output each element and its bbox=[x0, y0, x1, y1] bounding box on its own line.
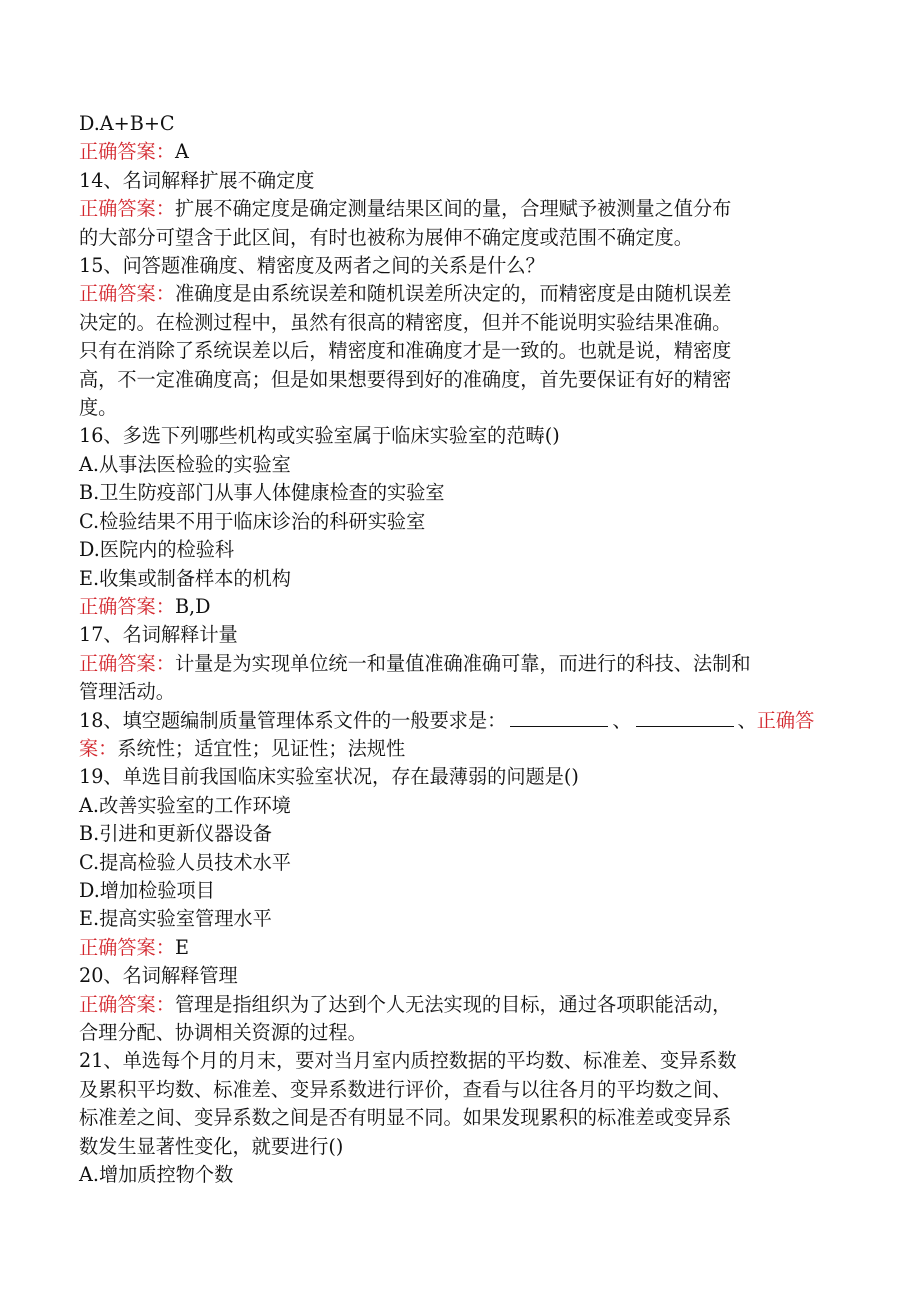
answer-label: 正确答案： bbox=[79, 282, 175, 306]
question-19-option-c: C.提高检验人员技术水平 bbox=[79, 850, 291, 874]
answer-15-line-4: 高，不一定准确度高；但是如果想要得到好的准确度，首先要保证有好的精密 bbox=[79, 367, 732, 391]
fill-blank-1 bbox=[510, 707, 608, 727]
question-18-title: 18、填空题编制质量管理体系文件的一般要求是： bbox=[79, 708, 507, 732]
answer-label: 正确答案： bbox=[79, 992, 175, 1016]
question-16-option-d: D.医院内的检验科 bbox=[79, 538, 235, 562]
question-17-title: 17、名词解释计量 bbox=[79, 623, 238, 647]
answer-14-text-1: 扩展不确定度是确定测量结果区间的量，合理赋予被测量之值分布 bbox=[174, 197, 732, 221]
question-19-option-e: E.提高实验室管理水平 bbox=[79, 907, 272, 931]
question-21-line-1: 21、单选每个月的月末，要对当月室内质控数据的平均数、标准差、变异系数 bbox=[79, 1049, 737, 1073]
answer-value: A bbox=[174, 140, 189, 164]
question-19-option-d: D.增加检验项目 bbox=[79, 878, 215, 902]
answer-line-prev bbox=[79, 138, 839, 166]
question-16-title: 16、多选下列哪些机构或实验室属于临床实验室的范畴() bbox=[79, 424, 560, 448]
answer-14-line-1 bbox=[79, 195, 839, 223]
answer-17-text-1: 计量是为实现单位统一和量值准确准确可靠，而进行的科技、法制和 bbox=[174, 651, 751, 675]
answer-19-value: E bbox=[174, 935, 189, 959]
answer-label: 正确答案： bbox=[79, 594, 175, 618]
answer-label-part-2: 案： bbox=[79, 736, 118, 760]
question-18-line-1 bbox=[79, 707, 839, 735]
answer-19-line bbox=[79, 934, 839, 962]
answer-17-line-1 bbox=[79, 650, 839, 678]
question-19-option-a: A.改善实验室的工作环境 bbox=[79, 793, 291, 817]
option-d-prev: D.A+B+C bbox=[79, 112, 175, 135]
answer-15-line-1 bbox=[79, 280, 839, 308]
question-16-option-c: C.检验结果不用于临床诊治的科研实验室 bbox=[79, 509, 426, 533]
answer-label: 正确答案： bbox=[79, 140, 175, 164]
answer-15-line-3: 只有在消除了系统误差以后，精密度和准确度才是一致的。也就是说，精密度 bbox=[79, 339, 732, 363]
question-21-option-a: A.增加质控物个数 bbox=[79, 1163, 234, 1187]
document-page bbox=[79, 110, 839, 1189]
answer-label: 正确答案： bbox=[79, 197, 175, 221]
blank-separator-2: 、 bbox=[737, 708, 757, 732]
question-16-option-a: A.从事法医检验的实验室 bbox=[79, 452, 291, 476]
question-15-title: 15、问答题准确度、精密度及两者之间的关系是什么？ bbox=[79, 254, 545, 278]
question-14-title: 14、名词解释扩展不确定度 bbox=[79, 168, 315, 192]
fill-blank-2 bbox=[636, 707, 734, 727]
answer-15-text-1: 准确度是由系统误差和随机误差所决定的，而精密度是由随机误差 bbox=[174, 282, 732, 306]
question-20-title: 20、名词解释管理 bbox=[79, 964, 238, 988]
answer-17-line-2: 管理活动。 bbox=[79, 680, 175, 704]
answer-label: 正确答案： bbox=[79, 935, 175, 959]
answer-15-line-5: 度。 bbox=[79, 396, 118, 420]
answer-14-line-2: 的大部分可望含于此区间，有时也被称为展伸不确定度或范围不确定度。 bbox=[79, 225, 693, 249]
blank-separator-1: 、 bbox=[612, 708, 632, 732]
question-19-option-b: B.引进和更新仪器设备 bbox=[79, 822, 272, 846]
answer-15-line-2: 决定的。在检测过程中，虽然有很高的精密度，但并不能说明实验结果准确。 bbox=[79, 310, 732, 334]
answer-18-value: 系统性；适宜性；见证性；法规性 bbox=[117, 736, 406, 760]
answer-label: 正确答案： bbox=[79, 651, 175, 675]
question-19-title: 19、单选目前我国临床实验室状况，存在最薄弱的问题是() bbox=[79, 765, 579, 789]
answer-label-part-1: 正确答 bbox=[756, 708, 815, 732]
answer-20-text-1: 管理是指组织为了达到个人无法实现的目标，通过各项职能活动， bbox=[174, 992, 732, 1016]
question-21-line-3: 标准差之间、变异系数之间是否有明显不同。如果发现累积的标准差或变异系 bbox=[79, 1106, 732, 1130]
answer-16-value: B,D bbox=[174, 594, 211, 618]
question-21-line-4: 数发生显著性变化，就要进行() bbox=[79, 1134, 344, 1158]
answer-16-line bbox=[79, 593, 839, 621]
answer-20-line-2: 合理分配、协调相关资源的过程。 bbox=[79, 1021, 367, 1044]
question-18-line-2 bbox=[79, 735, 839, 763]
question-16-option-e: E.收集或制备样本的机构 bbox=[79, 566, 291, 590]
question-21-line-2: 及累积平均数、标准差、变异系数进行评价，查看与以往各月的平均数之间、 bbox=[79, 1077, 732, 1101]
answer-20-line-1 bbox=[79, 991, 839, 1019]
question-16-option-b: B.卫生防疫部门从事人体健康检查的实验室 bbox=[79, 481, 445, 505]
